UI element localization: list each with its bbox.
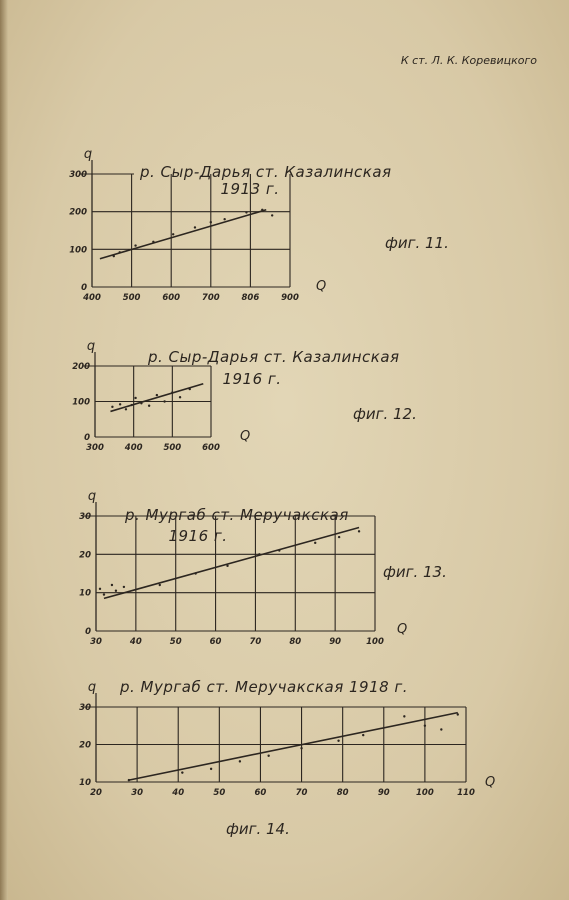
data-point [457, 713, 459, 715]
chart-year: 1916 г. [168, 527, 228, 545]
chart-title: р. Сыр-Дарья ст. Казалинская [140, 163, 392, 181]
chart-fig13 [79, 489, 447, 647]
y-tick-label: 200 [72, 362, 90, 372]
x-tick-label: 400 [124, 443, 143, 453]
x-tick-label: 40 [129, 637, 142, 647]
x-tick-label: 60 [209, 637, 222, 647]
data-point [210, 768, 212, 770]
data-point [159, 584, 161, 586]
data-point [179, 396, 181, 398]
article-attribution: К ст. Л. К. Коревицкого [400, 54, 537, 67]
data-point [239, 760, 241, 762]
y-tick-label: 20 [79, 550, 91, 561]
figure-label: фиг. 12. [353, 405, 417, 423]
y-tick-label: 0 [84, 433, 90, 443]
x-tick-label: 30 [90, 637, 102, 647]
chart-title: р. Мургаб ст. Меручакская 1918 г. [120, 678, 409, 696]
x-tick-label: 700 [201, 293, 220, 303]
y-tick-label: 100 [69, 245, 87, 256]
data-point [338, 536, 340, 538]
data-point [245, 211, 247, 213]
data-point [172, 233, 174, 235]
data-point [156, 394, 158, 396]
x-tick-label: 500 [122, 293, 141, 303]
x-tick-label: 90 [329, 637, 342, 647]
y-tick-label: 20 [79, 740, 91, 751]
x-axis-label: Q [240, 429, 251, 444]
x-tick-label: 100 [416, 788, 434, 798]
chart-fig11 [69, 147, 449, 303]
y-tick-label: 10 [79, 778, 91, 788]
x-tick-label: 600 [162, 293, 181, 303]
data-point [111, 406, 113, 408]
data-point [163, 400, 165, 402]
y-axis-label: q [86, 339, 96, 354]
y-axis-label: q [83, 147, 93, 162]
data-point [134, 397, 136, 399]
y-tick-label: 100 [72, 397, 90, 408]
data-point [99, 588, 101, 590]
data-point [424, 725, 426, 727]
figure-label: фиг. 13. [383, 563, 447, 581]
y-tick-label: 30 [79, 512, 91, 522]
data-point [134, 244, 136, 246]
x-tick-label: 90 [377, 788, 390, 798]
x-tick-label: 80 [289, 637, 302, 647]
chart-year: 1916 г. [222, 370, 282, 388]
x-tick-label: 70 [295, 788, 308, 798]
y-tick-label: 0 [85, 627, 91, 637]
x-tick-label: 110 [457, 788, 475, 798]
data-point [337, 740, 339, 742]
x-tick-label: 500 [163, 443, 182, 453]
x-tick-label: 70 [249, 637, 262, 647]
x-tick-label: 40 [172, 788, 185, 798]
data-point [194, 226, 196, 228]
figure-label: фиг. 14. [226, 820, 290, 838]
fit-line [100, 210, 266, 259]
data-point [223, 218, 225, 220]
y-tick-label: 30 [79, 703, 91, 713]
x-tick-label: 60 [254, 788, 267, 798]
y-tick-label: 200 [69, 207, 87, 218]
x-tick-label: 30 [131, 788, 144, 798]
data-point [267, 755, 269, 757]
x-tick-label: 600 [202, 443, 220, 453]
y-axis-label: q [87, 489, 97, 504]
data-point [125, 408, 127, 410]
x-tick-label: 100 [366, 637, 384, 647]
x-tick-label: 300 [86, 443, 104, 453]
chart-fig14 [79, 678, 495, 838]
y-tick-label: 10 [79, 588, 91, 599]
data-point [123, 586, 125, 588]
data-point [115, 590, 117, 592]
data-point [403, 715, 405, 717]
y-tick-label: 300 [69, 170, 87, 180]
fit-line [110, 384, 203, 412]
x-tick-label: 80 [336, 788, 349, 798]
fit-line [104, 528, 359, 599]
y-axis-label: q [87, 680, 97, 695]
x-axis-label: Q [397, 622, 408, 637]
data-point [440, 728, 442, 730]
data-point [181, 771, 183, 773]
x-tick-label: 50 [169, 637, 182, 647]
data-point [358, 530, 360, 532]
chart-fig12 [72, 339, 417, 453]
data-point [210, 221, 212, 223]
chart-title: р. Сыр-Дарья ст. Казалинская [148, 348, 400, 366]
data-point [111, 584, 113, 586]
x-tick-label: 400 [83, 293, 101, 303]
data-point [271, 214, 273, 216]
x-tick-label: 20 [90, 788, 102, 798]
x-axis-label: Q [316, 279, 327, 294]
x-axis-label: Q [485, 775, 496, 790]
x-tick-label: 900 [281, 293, 299, 303]
data-point [103, 593, 105, 595]
x-tick-label: 806 [241, 293, 260, 303]
data-point [148, 405, 150, 407]
data-point [362, 734, 364, 736]
x-tick-label: 50 [213, 788, 226, 798]
data-point [300, 747, 302, 749]
y-tick-label: 0 [81, 283, 87, 293]
chart-year: 1913 г. [220, 180, 280, 198]
data-point [314, 542, 316, 544]
data-point [119, 403, 121, 405]
figure-label: фиг. 11. [385, 234, 449, 252]
chart-title: р. Мургаб ст. Меручакская [125, 506, 349, 524]
